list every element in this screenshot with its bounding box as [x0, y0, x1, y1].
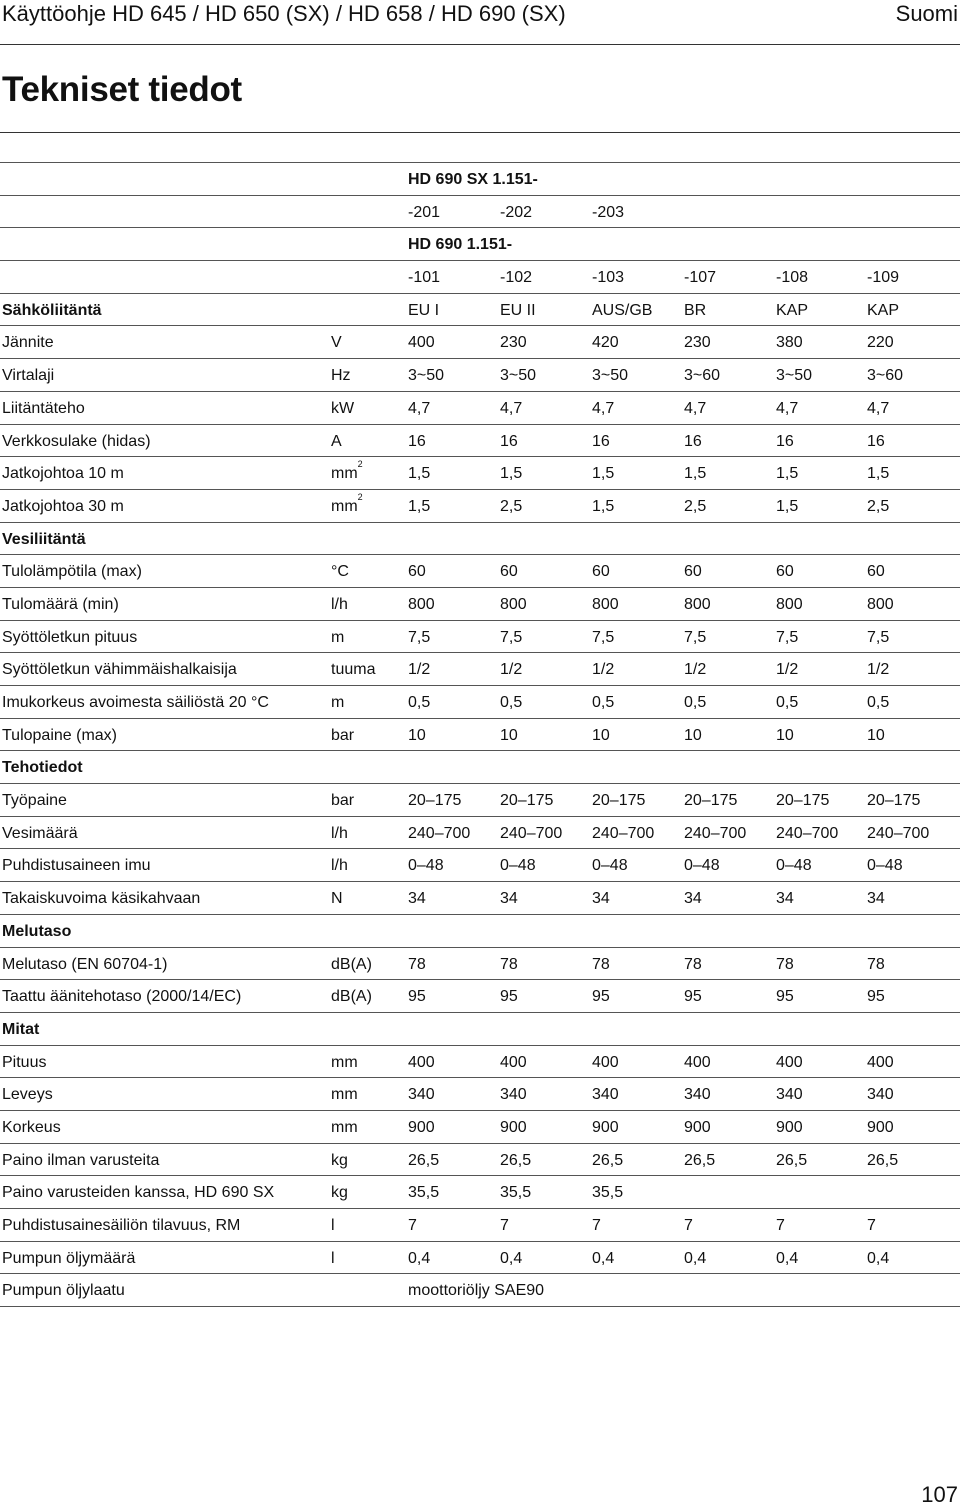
table-row	[0, 1078, 960, 1111]
value-cell: 26,5	[500, 1151, 532, 1169]
table-row	[0, 1274, 960, 1307]
value-cell: 1/2	[408, 661, 431, 679]
value-cell: 20–175	[776, 792, 830, 810]
value-cell: 420	[592, 334, 619, 352]
row-unit	[331, 596, 348, 614]
value-cell: 1/2	[867, 661, 890, 679]
value-cell: 0,5	[776, 694, 799, 711]
row-label: Vesimäärä	[2, 824, 78, 842]
value-cell: -102	[500, 269, 533, 287]
value-cell: 26,5	[684, 1151, 716, 1169]
row-unit	[331, 491, 363, 516]
value-cell: 240–700	[408, 824, 471, 842]
value-cell: 1/2	[500, 661, 523, 679]
value-cell: 1/2	[684, 661, 707, 679]
unit-text: mm	[331, 465, 358, 483]
value-cell: 3~50	[776, 367, 813, 385]
row-label: Puhdistusaineen imu	[2, 857, 151, 875]
unit-text: mm	[331, 497, 358, 515]
row-unit	[331, 1054, 358, 1072]
value-cell: 0–48	[684, 857, 720, 875]
value-cell: 340	[776, 1086, 803, 1104]
unit-text: N	[331, 890, 343, 908]
value-cell: 10	[500, 726, 518, 744]
table-row	[0, 294, 960, 327]
row-label: Verkkosulake (hidas)	[2, 432, 151, 450]
value-cell: -109	[867, 269, 900, 287]
row-label: Jännite	[2, 334, 54, 352]
value-cell: 0,4	[867, 1249, 890, 1267]
value-cell: -203	[592, 203, 625, 221]
value-cell: 20–175	[867, 792, 921, 810]
value-cell: 10	[867, 726, 885, 744]
value-cell: 900	[592, 1118, 619, 1136]
value-cell: 35,5	[592, 1184, 624, 1202]
value-cell: 26,5	[867, 1151, 899, 1169]
value-cell: 20–175	[592, 792, 646, 810]
table-row	[0, 621, 960, 654]
table-row	[0, 392, 960, 425]
value-cell: 78	[867, 955, 885, 973]
row-unit	[331, 857, 348, 875]
row-label: Melutaso (EN 60704-1)	[2, 955, 168, 973]
table-row	[0, 751, 960, 784]
model-header-row	[0, 162, 960, 196]
value-cell: 900	[776, 1118, 803, 1136]
value-cell: 26,5	[776, 1151, 808, 1169]
row-label: Tulolämpötila (max)	[2, 563, 142, 581]
value-cell: 2,5	[500, 497, 523, 515]
value-cell: 10	[592, 726, 610, 744]
row-label: Tulopaine (max)	[2, 726, 118, 744]
value-cell: 240–700	[776, 824, 839, 842]
unit-text: l/h	[331, 824, 348, 842]
row-label: Pituus	[2, 1053, 47, 1071]
value-cell: 16	[867, 432, 885, 450]
value-cell: 340	[408, 1086, 435, 1104]
value-cell: 35,5	[408, 1184, 440, 1202]
model-header-row	[0, 228, 960, 261]
table-row	[0, 359, 960, 392]
value-cell: 34	[867, 890, 885, 908]
value-cell: 95	[776, 988, 794, 1006]
value-cell: 20–175	[408, 792, 462, 810]
value-cell: HD 690 SX 1.151-	[408, 171, 538, 188]
table-row	[0, 326, 960, 359]
value-cell: 0–48	[592, 857, 628, 875]
value-cell: 10	[408, 726, 426, 744]
value-cell: 7,5	[500, 628, 523, 646]
unit-text: A	[331, 432, 342, 450]
row-label: Tehotiedot	[2, 759, 83, 777]
value-cell: 0–48	[776, 857, 812, 875]
value-cell: 7,5	[408, 628, 431, 646]
row-label: Virtalaji	[2, 367, 55, 385]
unit-text: m	[331, 694, 345, 711]
value-cell: 16	[684, 432, 702, 450]
value-cell: 0,5	[500, 694, 523, 711]
value-cell: 4,7	[776, 399, 799, 417]
row-label: Syöttöletkun vähimmäishalkaisija	[2, 661, 237, 679]
value-cell: 7	[684, 1217, 693, 1234]
value-cell: 800	[408, 595, 435, 613]
value-cell: EU II	[500, 301, 536, 319]
row-unit	[331, 1217, 335, 1235]
value-cell: 340	[500, 1086, 527, 1104]
value-cell: KAP	[867, 301, 900, 319]
table-row	[0, 686, 960, 719]
language-label: Suomi	[895, 1, 958, 26]
row-label: Imukorkeus avoimesta säiliöstä 20 °C	[2, 694, 269, 711]
row-unit	[331, 400, 354, 418]
value-cell: 800	[684, 595, 711, 613]
value-cell: 900	[500, 1118, 527, 1136]
value-cell: 1,5	[776, 465, 799, 483]
value-cell: 34	[500, 890, 518, 908]
value-cell: 3~60	[684, 367, 721, 385]
row-label: Tulomäärä (min)	[2, 595, 119, 613]
value-cell: 1,5	[592, 465, 615, 483]
unit-superscript: 2	[357, 491, 363, 502]
row-unit	[331, 563, 349, 581]
value-cell: 60	[684, 563, 702, 581]
value-cell: 1,5	[500, 465, 523, 483]
unit-text: dB(A)	[331, 955, 372, 973]
value-cell: KAP	[776, 301, 809, 319]
value-cell: -201	[408, 203, 441, 221]
value-cell: 0,5	[684, 694, 707, 711]
row-label: Paino varusteiden kanssa, HD 690 SX	[2, 1184, 275, 1202]
value-cell: 400	[684, 1053, 711, 1071]
row-label: Taattu äänitehotaso (2000/14/EC)	[2, 988, 242, 1006]
value-cell: 0,5	[408, 694, 431, 711]
table-row	[0, 1046, 960, 1079]
table-row	[0, 1209, 960, 1242]
manual-title: Käyttöohje HD 645 / HD 650 (SX) / HD 658 / HD 690 (SX)	[2, 1, 566, 26]
row-label: Mitat	[2, 1020, 40, 1038]
value-cell: moottoriöljy SAE90	[408, 1282, 545, 1300]
table-row	[0, 1111, 960, 1144]
unit-text: tuuma	[331, 661, 376, 679]
row-label: Leveys	[2, 1086, 53, 1104]
value-cell: 800	[500, 595, 527, 613]
page-number: 107	[921, 1482, 958, 1507]
value-cell: 400	[592, 1053, 619, 1071]
table-row	[0, 915, 960, 948]
row-unit	[331, 1119, 358, 1137]
table-row	[0, 653, 960, 686]
value-cell: 78	[500, 955, 518, 973]
table-row	[0, 425, 960, 458]
value-cell: 3~50	[500, 367, 537, 385]
value-cell: 1,5	[867, 465, 890, 483]
value-cell: EU I	[408, 301, 440, 319]
value-cell: 78	[684, 955, 702, 973]
table-row	[0, 1144, 960, 1177]
unit-text: m	[331, 628, 345, 646]
value-cell: BR	[684, 301, 707, 319]
value-cell: 4,7	[408, 399, 431, 417]
value-cell: 800	[867, 595, 894, 613]
unit-text: mm	[331, 1053, 358, 1071]
value-cell: 340	[684, 1086, 711, 1104]
row-unit	[331, 334, 342, 352]
value-cell: 240–700	[684, 824, 747, 842]
value-cell: 78	[776, 955, 794, 973]
value-cell: 0,4	[592, 1249, 615, 1267]
value-cell: 240–700	[867, 824, 930, 842]
value-cell: 16	[408, 432, 426, 450]
row-unit	[331, 1250, 335, 1268]
value-cell: 2,5	[684, 497, 707, 515]
row-label: Sähköliitäntä	[2, 301, 102, 319]
unit-text: mm	[331, 1086, 358, 1104]
value-cell: 10	[776, 726, 794, 744]
value-cell: 16	[776, 432, 794, 450]
row-label: Korkeus	[2, 1118, 61, 1136]
value-cell: 230	[500, 334, 527, 352]
value-cell: 16	[500, 432, 518, 450]
value-cell: HD 690 1.151-	[408, 236, 513, 254]
value-cell: 800	[592, 595, 619, 613]
value-cell: 34	[776, 890, 794, 908]
value-cell: 60	[500, 563, 518, 581]
value-cell: 78	[592, 955, 610, 973]
value-cell: 340	[867, 1086, 894, 1104]
unit-text: V	[331, 334, 342, 352]
row-unit	[331, 459, 363, 483]
value-cell: 26,5	[408, 1151, 440, 1169]
table-row	[0, 1013, 960, 1046]
value-cell: 400	[867, 1053, 894, 1071]
table-row	[0, 588, 960, 621]
row-unit	[331, 1184, 348, 1202]
unit-text: kg	[331, 1184, 348, 1202]
unit-text: °C	[331, 563, 349, 581]
value-cell: 16	[592, 432, 610, 450]
row-unit	[331, 367, 351, 385]
model-header-row	[0, 196, 960, 229]
unit-text: dB(A)	[331, 988, 372, 1006]
row-unit	[331, 1086, 358, 1104]
value-cell: 4,7	[500, 399, 523, 417]
unit-superscript: 2	[357, 459, 363, 470]
page-title: Tekniset tiedot	[2, 70, 242, 109]
value-cell: 7,5	[592, 628, 615, 646]
value-cell: 7	[776, 1217, 785, 1234]
value-cell: 35,5	[500, 1184, 532, 1202]
value-cell: 0,5	[592, 694, 615, 711]
page-header	[0, 0, 960, 45]
value-cell: 95	[867, 988, 885, 1006]
unit-text: l	[331, 1249, 335, 1267]
table-row	[0, 523, 960, 556]
value-cell: 240–700	[592, 824, 655, 842]
value-cell: 7	[408, 1217, 417, 1234]
unit-text: bar	[331, 792, 355, 810]
value-cell: 4,7	[592, 399, 615, 417]
row-unit	[331, 890, 343, 908]
row-label: Työpaine	[2, 792, 67, 810]
row-unit	[331, 792, 354, 810]
value-cell: 0–48	[408, 857, 444, 875]
value-cell: 34	[408, 890, 426, 908]
value-cell: 4,7	[867, 399, 890, 417]
value-cell: 2,5	[867, 497, 890, 515]
value-cell: 0,4	[776, 1249, 799, 1267]
unit-text: kg	[331, 1151, 348, 1169]
value-cell: 95	[592, 988, 610, 1006]
value-cell: 800	[776, 595, 803, 613]
value-cell: 78	[408, 955, 426, 973]
value-cell: 3~50	[408, 367, 445, 385]
row-label: Syöttöletkun pituus	[2, 628, 138, 646]
value-cell: 95	[684, 988, 702, 1006]
row-label: Paino ilman varusteita	[2, 1151, 160, 1169]
value-cell: 34	[684, 890, 702, 908]
unit-text: mm	[331, 1118, 358, 1136]
title-divider	[0, 132, 960, 133]
row-unit	[331, 956, 372, 974]
row-label: Jatkojohtoa 30 m	[2, 497, 124, 515]
value-cell: 7,5	[684, 628, 707, 646]
value-cell: 400	[776, 1053, 803, 1071]
value-cell: 380	[776, 334, 803, 352]
value-cell: 400	[408, 1053, 435, 1071]
value-cell: 34	[592, 890, 610, 908]
value-cell: 0,4	[684, 1249, 707, 1267]
value-cell: 26,5	[592, 1151, 624, 1169]
value-cell: 1,5	[684, 465, 707, 483]
value-cell: 1,5	[776, 497, 799, 515]
value-cell: 900	[408, 1118, 435, 1136]
row-label: Pumpun öljylaatu	[2, 1282, 125, 1300]
unit-text: l	[331, 1217, 335, 1234]
value-cell: 7,5	[867, 628, 890, 646]
value-cell: 0,5	[867, 694, 890, 711]
model-header-row	[0, 261, 960, 294]
row-unit	[331, 825, 348, 843]
value-cell: 1,5	[408, 465, 431, 483]
value-cell: 60	[408, 563, 426, 581]
table-row	[0, 457, 960, 490]
row-label: Melutaso	[2, 922, 72, 940]
unit-text: kW	[331, 399, 355, 417]
value-cell: 400	[500, 1053, 527, 1071]
value-cell: 1/2	[592, 661, 615, 679]
value-cell: 0,4	[408, 1249, 431, 1267]
value-cell: 3~60	[867, 367, 904, 385]
value-cell: 10	[684, 726, 702, 744]
value-cell: -108	[776, 269, 809, 287]
table-row	[0, 980, 960, 1013]
value-cell: 0–48	[867, 857, 903, 875]
value-cell: 7	[867, 1217, 876, 1234]
value-cell: 240–700	[500, 824, 563, 842]
unit-text: bar	[331, 726, 355, 744]
value-cell: 7,5	[776, 628, 799, 646]
row-unit	[331, 727, 354, 745]
value-cell: 60	[867, 563, 885, 581]
row-unit	[331, 694, 344, 712]
unit-text: l/h	[331, 857, 348, 875]
value-cell: 60	[592, 563, 610, 581]
value-cell: 7	[592, 1217, 601, 1234]
row-label: Puhdistusainesäiliön tilavuus, RM	[2, 1217, 241, 1234]
row-unit	[331, 1152, 348, 1170]
value-cell: 20–175	[684, 792, 738, 810]
unit-text: l/h	[331, 595, 348, 613]
value-cell: 0–48	[500, 857, 536, 875]
value-cell: 1/2	[776, 661, 799, 679]
value-cell: 900	[867, 1118, 894, 1136]
value-cell: 1,5	[408, 497, 431, 515]
unit-text: Hz	[331, 367, 351, 385]
table-row	[0, 490, 960, 523]
value-cell: -103	[592, 269, 625, 287]
table-row	[0, 719, 960, 752]
table-row	[0, 1176, 960, 1209]
row-label: Jatkojohtoa 10 m	[2, 465, 124, 483]
value-cell: -202	[500, 203, 533, 221]
table-row	[0, 849, 960, 882]
value-cell: 95	[408, 988, 426, 1006]
value-cell: 220	[867, 334, 894, 352]
value-cell: 7	[500, 1217, 509, 1234]
row-label: Vesiliitäntä	[2, 530, 86, 548]
row-unit	[331, 433, 342, 451]
value-cell: -101	[408, 269, 441, 287]
value-cell: 400	[408, 334, 435, 352]
value-cell: 230	[684, 334, 711, 352]
table-row	[0, 882, 960, 915]
value-cell: 900	[684, 1118, 711, 1136]
value-cell: AUS/GB	[592, 301, 653, 319]
row-label: Pumpun öljymäärä	[2, 1249, 136, 1267]
value-cell: 4,7	[684, 399, 707, 417]
spec-table	[0, 162, 960, 1307]
row-unit	[331, 629, 344, 647]
table-row	[0, 784, 960, 817]
row-unit	[331, 661, 375, 679]
value-cell: 1,5	[592, 497, 615, 515]
table-row	[0, 555, 960, 588]
value-cell: 3~50	[592, 367, 629, 385]
value-cell: 60	[776, 563, 794, 581]
table-row	[0, 817, 960, 850]
value-cell: -107	[684, 269, 717, 287]
row-unit	[331, 988, 372, 1006]
row-label: Takaiskuvoima käsikahvaan	[2, 890, 201, 908]
table-row	[0, 948, 960, 981]
value-cell: 20–175	[500, 792, 554, 810]
table-row	[0, 1242, 960, 1275]
row-label: Liitäntäteho	[2, 399, 85, 417]
value-cell: 95	[500, 988, 518, 1006]
value-cell: 0,4	[500, 1249, 523, 1267]
value-cell: 340	[592, 1086, 619, 1104]
